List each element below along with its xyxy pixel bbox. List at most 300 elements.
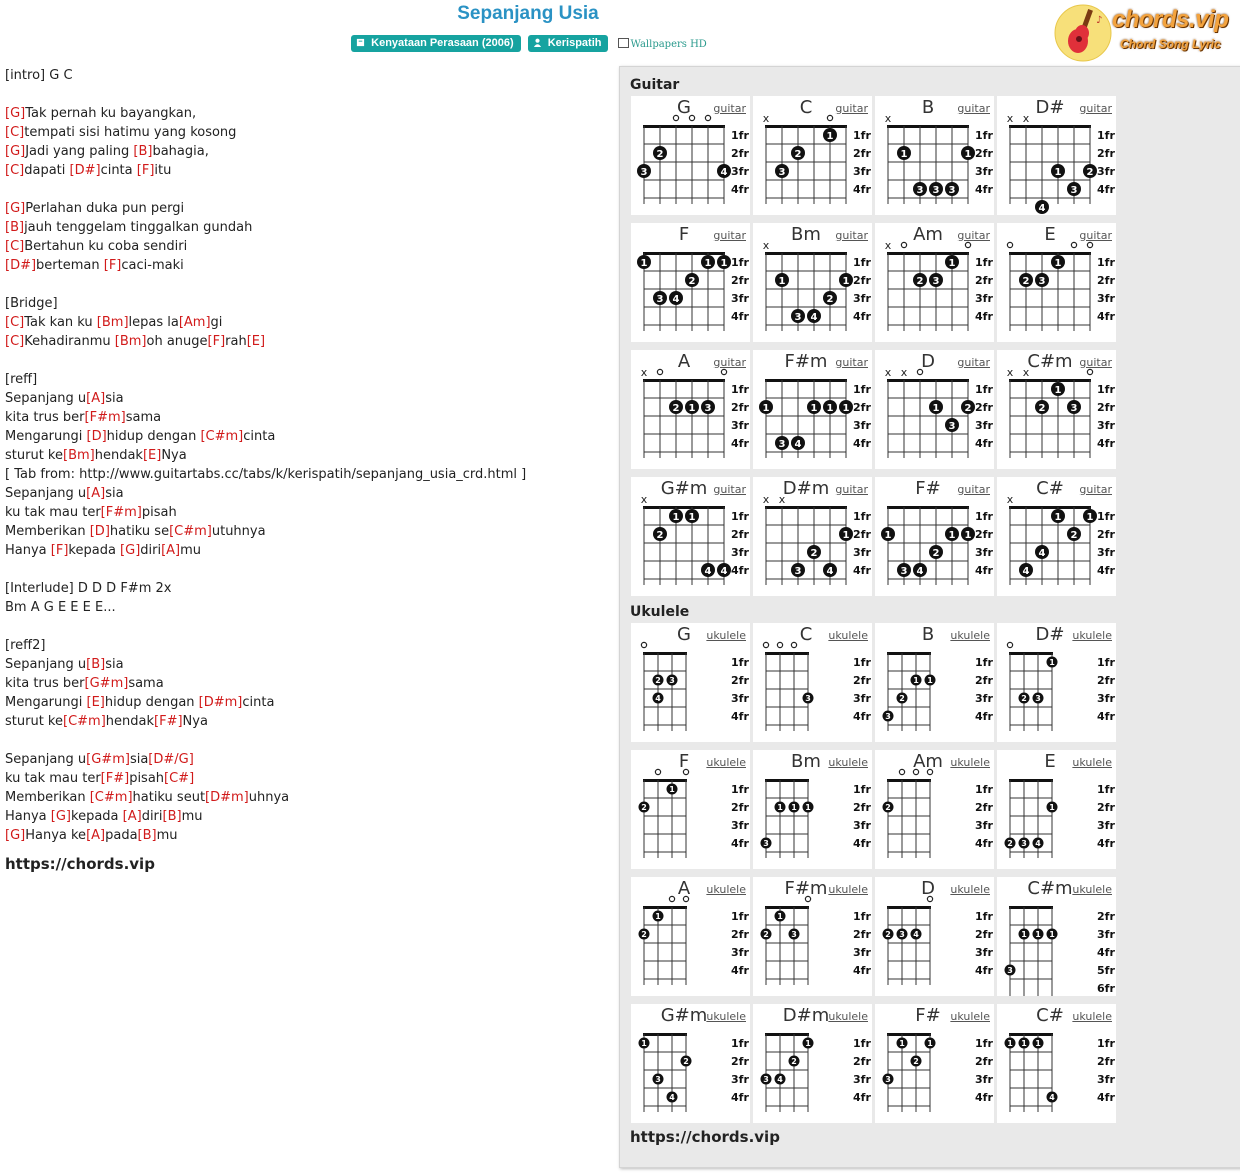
guitar-link[interactable]: guitar	[1079, 356, 1112, 369]
finger-number: 2	[1022, 276, 1030, 287]
panel-site-url[interactable]: https://chords.vip	[630, 1128, 780, 1146]
finger-number: 1	[1021, 1039, 1027, 1048]
lyric-text: lepas la	[128, 315, 179, 330]
muted-string-marker: x	[778, 493, 786, 506]
lyric-text: sia	[105, 657, 124, 672]
fret-label: 1fr	[1097, 129, 1115, 142]
lyric-line	[5, 446, 615, 465]
lyric-text: Sepanjang u	[5, 752, 87, 767]
ukulele-chord-c[interactable]	[753, 623, 872, 742]
chord-link[interactable]: [C]	[5, 163, 25, 178]
lyric-text: diri	[141, 809, 163, 824]
ukulele-chord-c-sharp[interactable]	[997, 1004, 1116, 1123]
chord-link[interactable]: [B]	[137, 828, 157, 843]
chord-link[interactable]: [Bm]	[63, 448, 95, 463]
finger-number: 3	[805, 694, 811, 703]
lyric-text: [reff2]	[5, 638, 46, 653]
nut	[765, 125, 847, 128]
fret-label: 3fr	[1097, 292, 1115, 305]
chord-link[interactable]: [F]	[50, 543, 69, 558]
chord-name: F#m	[784, 878, 828, 899]
chord-link[interactable]: [E]	[246, 334, 266, 349]
guitar-link[interactable]: guitar	[835, 102, 868, 115]
fret-label: 3fr	[853, 819, 871, 832]
chord-link[interactable]: [C]	[5, 334, 25, 349]
chord-name: C	[799, 97, 813, 118]
chord-link[interactable]: [D]	[86, 429, 107, 444]
guitar-link[interactable]: guitar	[1079, 102, 1112, 115]
nut	[643, 252, 725, 255]
chord-link[interactable]: [D#m]	[198, 695, 243, 710]
fret-label: 3fr	[731, 165, 749, 178]
fret-label: 4fr	[853, 964, 871, 977]
guitar-chord-f-sharpm[interactable]	[753, 350, 872, 469]
finger-number: 1	[762, 403, 770, 414]
muted-string-marker: x	[762, 493, 770, 506]
finger-number: 2	[641, 803, 647, 812]
lyric-line	[5, 66, 615, 85]
ukulele-link[interactable]: ukulele	[1072, 756, 1112, 769]
ukulele-chord-f[interactable]	[631, 750, 750, 869]
chord-link[interactable]: [A]	[161, 543, 181, 558]
song-meta-bar	[0, 35, 1056, 52]
chord-link[interactable]: [F]	[207, 334, 226, 349]
nut	[1009, 1033, 1053, 1036]
chord-link[interactable]: [C]	[5, 125, 25, 140]
chord-link[interactable]: [A]	[86, 828, 106, 843]
finger-number: 2	[656, 530, 664, 541]
nut	[1009, 506, 1091, 509]
guitar-link[interactable]: guitar	[713, 229, 746, 242]
guitar-chord-g-sharpm[interactable]	[631, 477, 750, 596]
finger-number: 1	[1054, 258, 1062, 269]
ukulele-link[interactable]: ukulele	[828, 756, 868, 769]
finger-number: 1	[805, 1039, 811, 1048]
ukulele-link[interactable]: ukulele	[706, 883, 746, 896]
chord-link[interactable]: [Am]	[178, 315, 211, 330]
lyric-line	[5, 541, 615, 560]
finger-number: 3	[794, 312, 802, 323]
ukulele-link[interactable]: ukulele	[950, 756, 990, 769]
fret-label: 2fr	[1097, 674, 1115, 687]
finger-number: 3	[763, 839, 769, 848]
finger-number: 3	[1007, 966, 1013, 975]
ukulele-link[interactable]: ukulele	[950, 883, 990, 896]
ukulele-chord-b[interactable]	[875, 623, 994, 742]
nut	[643, 906, 687, 909]
lyric-text: caci-maki	[121, 258, 184, 273]
lyric-text: Tak pernah ku bayangkan,	[25, 106, 197, 121]
finger-number: 1	[672, 512, 680, 523]
nut	[643, 652, 687, 655]
lyric-text: kita trus ber	[5, 410, 85, 425]
finger-number: 1	[1086, 512, 1094, 523]
guitar-chord-bm[interactable]	[753, 223, 872, 342]
lyric-text: Bm A G E E E E...	[5, 600, 116, 615]
guitar-link[interactable]: guitar	[957, 102, 990, 115]
lyric-text: tempati sisi hatimu yang kosong	[24, 125, 237, 140]
ukulele-link[interactable]: ukulele	[828, 1010, 868, 1023]
song-title[interactable]: Sepanjang Usia	[457, 3, 599, 24]
ukulele-link[interactable]: ukulele	[950, 1010, 990, 1023]
ukulele-chord-am[interactable]	[875, 750, 994, 869]
chord-link[interactable]: [F]	[136, 163, 155, 178]
fret-label: 1fr	[731, 256, 749, 269]
chord-link[interactable]: [C#m]	[200, 429, 244, 444]
guitar-link[interactable]: guitar	[835, 483, 868, 496]
guitar-link[interactable]: guitar	[713, 102, 746, 115]
fret-label: 3fr	[1097, 165, 1115, 178]
lyric-blank-line	[5, 351, 615, 370]
fret-label: 1fr	[853, 1037, 871, 1050]
nut	[765, 252, 847, 255]
finger-number: 1	[948, 530, 956, 541]
fret-label: 1fr	[731, 383, 749, 396]
chord-link[interactable]: [Bm]	[114, 334, 147, 349]
chord-link[interactable]: [G]	[5, 201, 26, 216]
fret-label: 1fr	[853, 656, 871, 669]
ukulele-chord-d-sharpm[interactable]	[753, 1004, 872, 1123]
finger-number: 3	[655, 1075, 661, 1084]
ukulele-link[interactable]: ukulele	[1072, 883, 1112, 896]
chord-link[interactable]: [F#m]	[100, 505, 142, 520]
fret-label: 2fr	[1097, 274, 1115, 287]
album-badge[interactable]	[351, 35, 520, 52]
finger-number: 1	[669, 785, 675, 794]
lyrics	[5, 66, 615, 873]
fret-label: 2fr	[731, 274, 749, 287]
fret-label: 1fr	[975, 383, 993, 396]
muted-string-marker: x	[884, 112, 892, 125]
muted-string-marker: x	[900, 366, 908, 379]
fret-label: 2fr	[975, 928, 993, 941]
fret-label: 2fr	[853, 674, 871, 687]
chord-link[interactable]: [C]	[5, 239, 25, 254]
fret-label: 4fr	[975, 837, 993, 850]
chord-link[interactable]: [F#]	[100, 771, 130, 786]
fret-label: 3fr	[1097, 928, 1115, 941]
fret-label: 3fr	[1097, 819, 1115, 832]
ukulele-link[interactable]: ukulele	[1072, 629, 1112, 642]
chord-link[interactable]: [A]	[122, 809, 142, 824]
fret-label: 2fr	[975, 801, 993, 814]
chord-link[interactable]: [F#]	[154, 714, 183, 729]
lyric-line	[5, 161, 615, 180]
chord-link[interactable]: [C#m]	[63, 714, 106, 729]
chord-link[interactable]: [C#m]	[169, 524, 212, 539]
guitar-link[interactable]: guitar	[713, 483, 746, 496]
muted-string-marker: x	[1022, 366, 1030, 379]
chord-name: F	[678, 751, 690, 772]
guitar-chord-am[interactable]	[875, 223, 994, 342]
ukulele-link[interactable]: ukulele	[706, 756, 746, 769]
fret-label: 4fr	[853, 564, 871, 577]
chord-name: B	[921, 624, 935, 645]
lyric-line	[5, 636, 615, 655]
nut	[643, 779, 687, 782]
chord-link[interactable]: [B]	[86, 657, 106, 672]
muted-string-marker: x	[884, 239, 892, 252]
finger-number: 4	[720, 167, 728, 178]
nut	[1009, 906, 1053, 909]
guitar-link[interactable]: guitar	[957, 229, 990, 242]
finger-number: 2	[1038, 403, 1046, 414]
chord-link[interactable]: [F#m]	[84, 410, 126, 425]
nut	[887, 779, 931, 782]
fret-label: 2fr	[853, 147, 871, 160]
fret-label: 4fr	[731, 310, 749, 323]
finger-number: 2	[683, 1057, 689, 1066]
chord-name: Am	[913, 751, 943, 772]
fret-label: 3fr	[853, 165, 871, 178]
chord-link[interactable]: [C]	[5, 315, 25, 330]
fret-label: 4fr	[1097, 183, 1115, 196]
lyric-text: [reff]	[5, 372, 38, 387]
ukulele-chord-g[interactable]	[631, 623, 750, 742]
nut	[887, 906, 931, 909]
fret-label: 2fr	[731, 928, 749, 941]
lyric-line	[5, 408, 615, 427]
album-label: Kenyataan Perasaan (2006)	[371, 37, 514, 49]
chord-link[interactable]: [G#m]	[84, 676, 129, 691]
finger-number: 1	[948, 258, 956, 269]
chord-link[interactable]: [A]	[86, 486, 106, 501]
chord-link[interactable]: [C#m]	[89, 790, 133, 805]
lyric-line	[5, 142, 615, 161]
fret-label: 2fr	[975, 528, 993, 541]
guitar-link[interactable]: guitar	[1079, 483, 1112, 496]
chord-link[interactable]: [D#m]	[205, 790, 249, 805]
fret-label: 1fr	[975, 656, 993, 669]
chord-link[interactable]: [F]	[103, 258, 122, 273]
guitar-link[interactable]: guitar	[1079, 229, 1112, 242]
finger-number: 2	[763, 930, 769, 939]
lyric-text: [Bridge]	[5, 296, 58, 311]
guitar-chord-a[interactable]	[631, 350, 750, 469]
muted-string-marker: x	[1006, 112, 1014, 125]
site-logo[interactable]	[1054, 3, 1234, 63]
guitar-chord-c-sharpm[interactable]	[997, 350, 1116, 469]
ukulele-link[interactable]: ukulele	[828, 883, 868, 896]
chord-link[interactable]: [B]	[162, 809, 182, 824]
chord-link[interactable]: [D]	[89, 524, 110, 539]
lyric-line	[5, 332, 615, 351]
fret-label: 2fr	[1097, 528, 1115, 541]
chord-link[interactable]: [G#m]	[86, 752, 130, 767]
chord-name: G	[677, 624, 691, 645]
chord-link[interactable]: [B]	[133, 144, 153, 159]
lyric-text: hendak	[105, 714, 155, 729]
lyric-text: pada	[105, 828, 138, 843]
fret-label: 1fr	[853, 510, 871, 523]
muted-string-marker: x	[1006, 493, 1014, 506]
lyric-line	[5, 389, 615, 408]
wallpapers-link[interactable]	[618, 38, 707, 50]
lyric-text: hidup dengan	[106, 429, 201, 444]
lyric-text: sia	[105, 486, 124, 501]
lyric-text: bahagia,	[152, 144, 209, 159]
lyric-text: oh anuge	[146, 334, 208, 349]
lyric-text: sturut ke	[5, 714, 63, 729]
guitar-chord-g[interactable]	[631, 96, 750, 215]
ukulele-chord-bm[interactable]	[753, 750, 872, 869]
fret-label: 2fr	[731, 801, 749, 814]
finger-number: 1	[1049, 803, 1055, 812]
chord-link[interactable]: [G]	[5, 144, 26, 159]
lyric-line	[5, 522, 615, 541]
lyric-text: diri	[140, 543, 162, 558]
fret-label: 3fr	[975, 692, 993, 705]
guitar-chord-c[interactable]	[753, 96, 872, 215]
ukulele-link[interactable]: ukulele	[706, 629, 746, 642]
finger-number: 3	[1070, 403, 1078, 414]
lyric-text: mu	[156, 828, 178, 843]
fret-label: 1fr	[731, 783, 749, 796]
fret-label: 3fr	[1097, 692, 1115, 705]
finger-number: 2	[810, 548, 818, 559]
finger-number: 1	[655, 912, 661, 921]
guitar-chord-d-sharpm[interactable]	[753, 477, 872, 596]
album-icon	[356, 38, 365, 47]
chord-link[interactable]: [D#]	[5, 258, 37, 273]
lyrics-site-url[interactable]: https://chords.vip	[5, 855, 155, 873]
chord-link[interactable]: [E]	[142, 448, 162, 463]
fret-label: 4fr	[975, 564, 993, 577]
fret-label: 3fr	[731, 1073, 749, 1086]
guitar-link[interactable]: guitar	[835, 356, 868, 369]
chord-link[interactable]: [E]	[86, 695, 105, 710]
chord-name: G	[677, 97, 691, 118]
fret-label: 3fr	[975, 1073, 993, 1086]
fret-label: 3fr	[975, 165, 993, 178]
lyric-text: Perlahan duka pun pergi	[25, 201, 185, 216]
lyric-text: cinta	[242, 695, 275, 710]
lyric-line	[5, 237, 615, 256]
chord-link[interactable]: [D#/G]	[148, 752, 194, 767]
chord-link[interactable]: [Bm]	[96, 315, 129, 330]
chord-link[interactable]: [A]	[86, 391, 106, 406]
fret-label: 4fr	[731, 564, 749, 577]
guitar-chord-d-sharp[interactable]	[997, 96, 1116, 215]
ukulele-chord-d[interactable]	[875, 877, 994, 996]
guitar-chord-d[interactable]	[875, 350, 994, 469]
fret-label: 1fr	[1097, 256, 1115, 269]
chord-link[interactable]: [G]	[50, 809, 71, 824]
wallpapers-label: Wallpapers HD	[630, 38, 707, 50]
chord-link[interactable]: [G]	[120, 543, 141, 558]
lyric-text: ku tak mau ter	[5, 771, 101, 786]
fret-label: 4fr	[975, 964, 993, 977]
guitar-link[interactable]: guitar	[713, 356, 746, 369]
guitar-chord-c-sharp[interactable]	[997, 477, 1116, 596]
fret-label: 4fr	[975, 1091, 993, 1104]
guitar-chord-b[interactable]	[875, 96, 994, 215]
lyric-text: ku tak mau ter	[5, 505, 101, 520]
guitar-link[interactable]: guitar	[835, 229, 868, 242]
nut	[1009, 125, 1091, 128]
guitar-link[interactable]: guitar	[957, 356, 990, 369]
fret-label: 4fr	[853, 310, 871, 323]
ukulele-chord-f-sharpm[interactable]	[753, 877, 872, 996]
ukulele-chord-a[interactable]	[631, 877, 750, 996]
fret-label: 4fr	[731, 964, 749, 977]
fret-label: 1fr	[1097, 656, 1115, 669]
finger-number: 3	[763, 1075, 769, 1084]
fret-label: 1fr	[1097, 1037, 1115, 1050]
ukulele-chord-f-sharp[interactable]	[875, 1004, 994, 1123]
chord-name: F#	[915, 1005, 941, 1026]
logo-subtitle: Chord Song Lyric	[1120, 37, 1221, 51]
guitar-chord-f-sharp[interactable]	[875, 477, 994, 596]
fret-label: 4fr	[731, 437, 749, 450]
ukulele-chord-g-sharpm[interactable]	[631, 1004, 750, 1123]
lyric-text: uhnya	[248, 790, 290, 805]
lyric-text: rah	[225, 334, 247, 349]
chord-name: Bm	[791, 224, 821, 245]
ukulele-chord-d-sharp[interactable]	[997, 623, 1116, 742]
chord-link[interactable]: [G]	[5, 106, 26, 121]
chord-link[interactable]: [G]	[5, 828, 26, 843]
lyric-text: sia	[105, 391, 124, 406]
fret-label: 4fr	[853, 837, 871, 850]
lyric-text: Bertahun ku coba sendiri	[24, 239, 188, 254]
lyric-line	[5, 294, 615, 313]
fret-label: 4fr	[1097, 1091, 1115, 1104]
finger-number: 4	[777, 1075, 783, 1084]
fret-label: 3fr	[731, 819, 749, 832]
finger-number: 3	[885, 1075, 891, 1084]
fret-label: 3fr	[975, 819, 993, 832]
ukulele-link[interactable]: ukulele	[950, 629, 990, 642]
finger-number: 3	[932, 185, 940, 196]
finger-number: 2	[1070, 530, 1078, 541]
finger-number: 4	[810, 312, 818, 323]
ukulele-link[interactable]: ukulele	[828, 629, 868, 642]
finger-number: 1	[842, 276, 850, 287]
lyric-line	[5, 503, 615, 522]
chord-link[interactable]: [B]	[5, 220, 25, 235]
fret-label: 1fr	[853, 910, 871, 923]
finger-number: 1	[1054, 167, 1062, 178]
fret-label: 3fr	[975, 419, 993, 432]
chord-link[interactable]: [D#]	[69, 163, 101, 178]
fret-label: 4fr	[853, 1091, 871, 1104]
ukulele-link[interactable]: ukulele	[1072, 1010, 1112, 1023]
guitar-link[interactable]: guitar	[957, 483, 990, 496]
finger-number: 3	[656, 294, 664, 305]
lyric-text: Memberikan	[5, 790, 90, 805]
ukulele-chord-e[interactable]	[997, 750, 1116, 869]
chord-link[interactable]: [C#]	[164, 771, 195, 786]
fret-label: 2fr	[853, 801, 871, 814]
user-icon	[533, 38, 542, 47]
lyric-text: [ Tab from: http://www.guitartabs.cc/tabs/k/kerispatih/sepanjang_usia_crd.html ]	[5, 467, 527, 482]
lyric-line	[5, 370, 615, 389]
artist-badge[interactable]	[528, 35, 609, 52]
finger-number: 4	[913, 930, 919, 939]
fret-label: 2fr	[853, 1055, 871, 1068]
nut	[643, 125, 725, 128]
guitar-chord-f[interactable]	[631, 223, 750, 342]
fret-label: 1fr	[731, 510, 749, 523]
ukulele-link[interactable]: ukulele	[706, 1010, 746, 1023]
finger-number: 4	[704, 566, 712, 577]
nut	[765, 906, 809, 909]
finger-number: 4	[669, 1093, 675, 1102]
lyric-text: utuhnya	[211, 524, 266, 539]
guitar-chord-e[interactable]	[997, 223, 1116, 342]
ukulele-chord-c-sharpm[interactable]	[997, 877, 1116, 996]
